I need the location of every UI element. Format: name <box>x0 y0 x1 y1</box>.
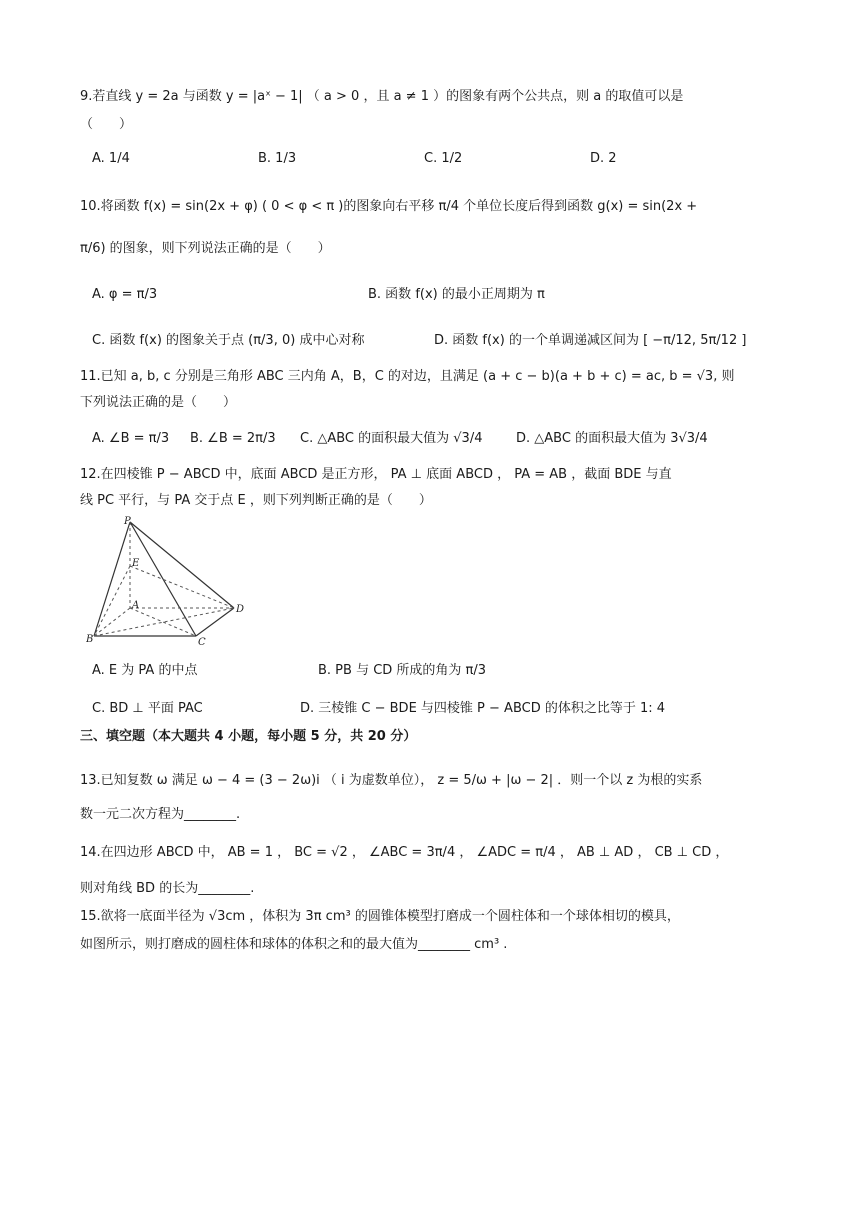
q9-option-b: B. 1/3 <box>258 151 297 166</box>
q12-stem-line2: 线 PC 平行，与 PA 交于点 E ，则下列判断正确的是（ ） <box>80 493 432 508</box>
q11-stem-line1: 11.已知 a, b, c 分别是三角形 ABC 三内角 A，B，C 的对边，且满足 (a + c − b)(a + b + c) = ac, b = √3, 则 <box>80 369 735 384</box>
q13-stem-line1: 13.已知复数 ω 满足 ω − 4 = (3 − 2ω)i （ i 为虚数单位）， z = 5/ω + |ω − 2| ．则一个以 z 为根的实系 <box>80 773 703 788</box>
section-3-heading: 三、填空题（本大题共 4 小题，每小题 5 分，共 20 分） <box>80 729 417 744</box>
q9-stem-line2: （ ） <box>80 117 133 132</box>
q11-option-c: C. △ABC 的面积最大值为 √3/4 <box>300 431 483 446</box>
q14-stem-line2: 则对角线 BD 的长为________. <box>80 881 255 896</box>
q9-option-c: C. 1/2 <box>424 151 463 166</box>
q12-option-d: D. 三棱锥 C − BDE 与四棱锥 P − ABCD 的体积之比等于 1: 4 <box>300 701 666 716</box>
q10-option-b: B. 函数 f(x) 的最小正周期为 π <box>368 287 545 302</box>
label-d: D <box>236 604 245 615</box>
q15-stem-line1: 15.欲将一底面半径为 √3cm ，体积为 3π cm³ 的圆锥体模型打磨成一个圆柱体和一个球体相切的模具， <box>80 909 680 924</box>
q12-option-c: C. BD ⊥ 平面 PAC <box>92 701 203 716</box>
q11-option-b: B. ∠B = 2π/3 <box>190 431 276 446</box>
label-b: B <box>86 634 94 645</box>
q11-stem-line2: 下列说法正确的是（ ） <box>80 395 237 410</box>
q12-option-a: A. E 为 PA 的中点 <box>92 663 198 678</box>
q10-stem-line2: π/6) 的图象，则下列说法正确的是（ ） <box>80 241 331 256</box>
q12-option-b: B. PB 与 CD 所成的角为 π/3 <box>318 663 487 678</box>
q12-stem-line1: 12.在四棱锥 P − ABCD 中，底面 ABCD 是正方形， PA ⊥ 底面 ABCD ， PA = AB ，截面 BDE 与直 <box>80 467 672 482</box>
label-c: C <box>198 637 206 646</box>
q10-option-d: D. 函数 f(x) 的一个单调递减区间为 [ −π/12, 5π/12 ] <box>434 333 747 348</box>
label-a: A <box>132 600 140 611</box>
pyramid-figure <box>86 516 246 646</box>
q10-option-c: C. 函数 f(x) 的图象关于点 (π/3, 0) 成中心对称 <box>92 333 365 348</box>
q15-stem-line2: 如图所示，则打磨成的圆柱体和球体的体积之和的最大值为________ cm³ . <box>80 937 508 952</box>
q13-stem-line2: 数一元二次方程为________. <box>80 807 241 822</box>
q10-stem-line1: 10.将函数 f(x) = sin(2x + φ) ( 0 < φ < π )的图象向右平移 π/4 个单位长度后得到函数 g(x) = sin(2x + <box>80 199 698 214</box>
q9-stem-line1: 9.若直线 y = 2a 与函数 y = |aˣ − 1| （ a > 0 ，且 a ≠ 1 ）的图象有两个公共点，则 a 的取值可以是 <box>80 89 684 104</box>
label-e: E <box>132 558 140 569</box>
q11-option-a: A. ∠B = π/3 <box>92 431 170 446</box>
q11-option-d: D. △ABC 的面积最大值为 3√3/4 <box>516 431 708 446</box>
q9-option-d: D. 2 <box>590 151 617 166</box>
q10-option-a: A. φ = π/3 <box>92 287 158 302</box>
q14-stem-line1: 14.在四边形 ABCD 中， AB = 1 ， BC = √2 ， ∠ABC = 3π/4 ， ∠ADC = π/4 ， AB ⊥ AD ， CB ⊥ CD ， <box>80 845 729 860</box>
label-p: P <box>124 516 131 527</box>
q9-option-a: A. 1/4 <box>92 151 130 166</box>
